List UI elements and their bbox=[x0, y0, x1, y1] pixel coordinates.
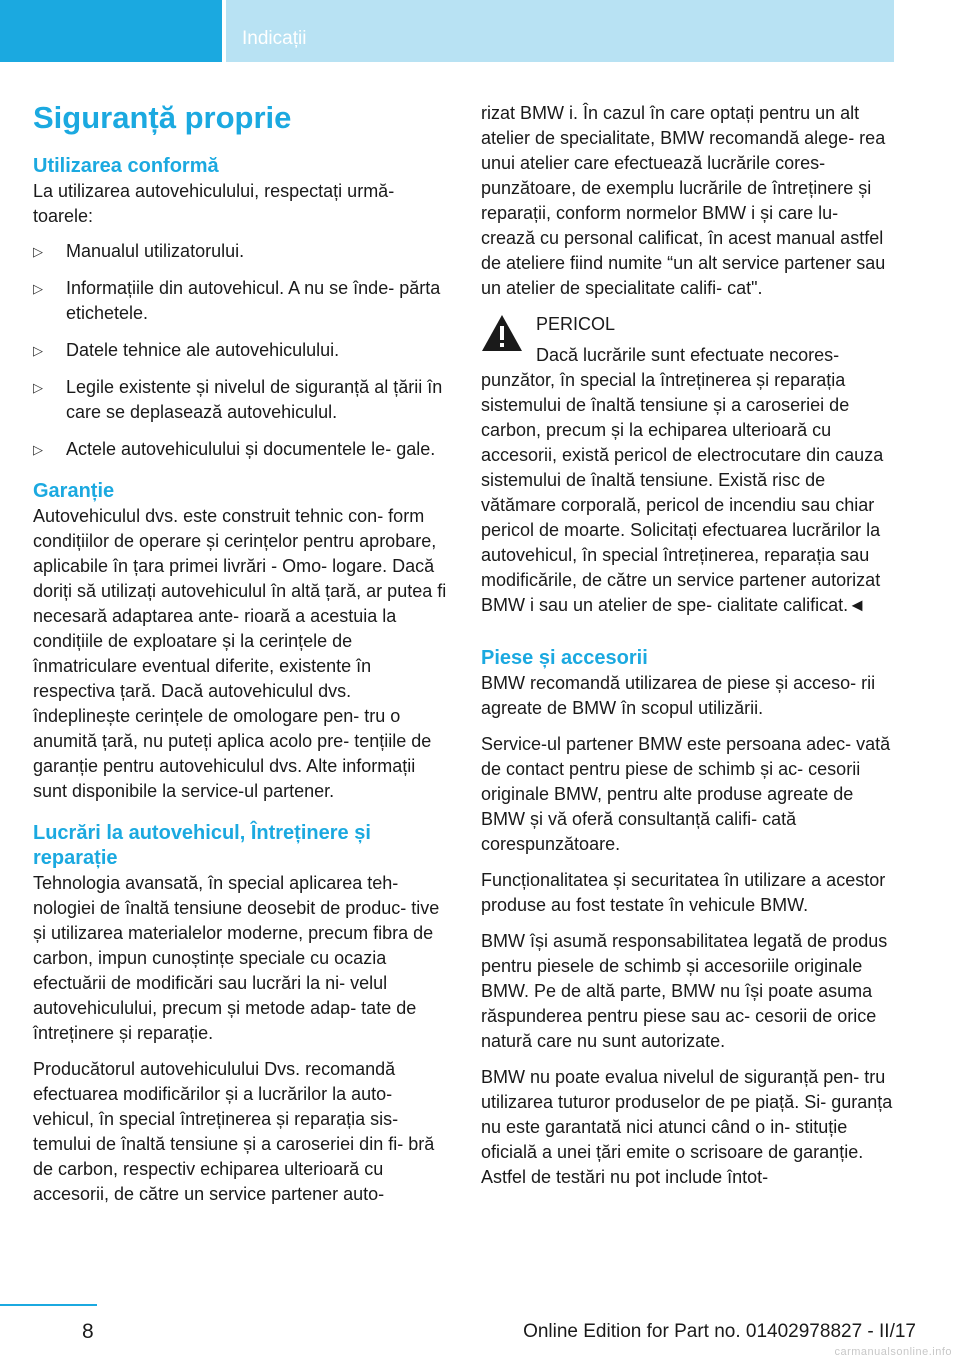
header-title: Indicații bbox=[242, 28, 307, 49]
list-item: ▷ Manualul utilizatorului. bbox=[33, 239, 447, 264]
section-garantie bbox=[33, 479, 447, 804]
section-title: Piese și accesorii bbox=[481, 647, 648, 669]
section-utilizare bbox=[33, 154, 447, 462]
triangle-bullet-icon: ▷ bbox=[33, 281, 43, 296]
edition-note: Online Edition for Part no. 01402978827 - II/17 bbox=[523, 1321, 916, 1342]
list-item: ▷ Actele autovehiculului și documentele le- gale. bbox=[33, 437, 447, 462]
paragraph: BMW recomandă utilizarea de piese și acceso- rii agreate de BMW în scopul utilizării. bbox=[481, 673, 876, 718]
warning-text: Dacă lucrările sunt efectuate necores- punzător, în special la întreținerea și reparația sistemului de înaltă tensiune și a caroseriei de carbon, precum și la echiparea ulterioară cu accesorii, există pericol de electrocutare din cauza sistemului de înaltă tensiune. Există risc de vătămare corporală, pericol de incendiu sau chiar pericol de moarte. Solicitați efectuarea lucrărilor la autovehicul, în special întreținerea, reparația sau modificările, de către un service partener autorizat BMW i sau un atelier de spe- cialitate calificat.◄ bbox=[481, 345, 884, 615]
list-item: ▷ Informațiile din autovehicul. A nu se înde- părta etichetele. bbox=[33, 278, 441, 323]
section-lucrari bbox=[33, 821, 447, 1207]
warning-title: PERICOL bbox=[536, 314, 616, 334]
paragraph: Funcționalitatea și securitatea în utilizare a acestor produse au fost testate în vehicule BMW. bbox=[481, 870, 886, 915]
paragraph: BMW nu poate evalua nivelul de siguranță pen- tru utilizarea tuturor produselor de pe piață. Si- guranța nu este garantată nici atunci când o in- stituție oficială a unei țări emite o scrisoare de garanție. Astfel de testări nu pot include întot- bbox=[481, 1067, 893, 1187]
section-title: Utilizarea conformă bbox=[33, 155, 219, 177]
page-title: Siguranță proprie bbox=[33, 100, 292, 135]
header-band bbox=[226, 0, 894, 62]
paragraph: BMW își asumă responsabilitatea legată de produs pentru piesele de schimb și accesoriile originale BMW. Pe de altă parte, BMW nu își poate asuma răspunderea pentru piese sau ac- cesorii de orice natură care nu sunt autorizate. bbox=[481, 931, 888, 1051]
paragraph: Service-ul partener BMW este persoana adec- vată de contact pentru piese de schimb și ac- cesorii originale BMW, pentru alte produse agreate de BMW și vă oferă consultanță califi- cată corespunzătoare. bbox=[481, 734, 891, 854]
list-item: ▷ Datele tehnice ale autovehiculului. bbox=[33, 338, 447, 363]
paragraph: rizat BMW i. În cazul în care optați pentru un alt atelier de specialitate, BMW recomandă alege- rea unui atelier care efectuează lucrările cores- punzătoare, de exemplu lucrările de întreținere și reparații, conform normelor BMW i și care lu- crează cu personal calificat, în acest manual astfel de ateliere fiind numite “un alt service partener sau un atelier de specialitate califi- cat". bbox=[481, 103, 886, 298]
footer-rule bbox=[0, 1304, 97, 1306]
paragraph: Producătorul autovehiculului Dvs. recomandă efectuarea modificărilor și a lucrărilor la auto- vehicul, în special întreținerea și reparația sis- temului de înaltă tensiune și a caroseriei din fi- bră de carbon, respectiv echiparea ulterioară cu accesorii, de către un service partener auto- bbox=[33, 1059, 435, 1204]
paragraph: Tehnologia avansată, în special aplicarea teh- nologiei de înaltă tensiune deosebit de produc- tive și utilizarea materialelor moderne, precum fibra de carbon, impun cunoștințe speciale cu ocazia efectuării de modificări sau lucrări la ni- velul autovehiculului, precum și metode adap- tate de întreținere și reparație. bbox=[33, 873, 440, 1043]
list-item: ▷ Legile existente și nivelul de siguranță al țării în care se deplasează autovehiculul. bbox=[33, 377, 443, 422]
paragraph: Autovehiculul dvs. este construit tehnic con- form condițiilor de operare și cerințelor pentru aprobare, aplicabile în țara primei livrări - Omo- logare. Dacă doriți să utilizați autovehiculul în altă țară, ar putea fi necesară adaptarea ante- rioară a acestuia la condițiile de exploatare și la cerințele de înmatriculare eventual diferite, existente în respectiva țară. Dacă autovehiculul dvs. îndeplinește cerințele de omologare pen- tru o anumită țară, nu puteți aplica acolo pre- tențiile de garanție pentru autovehiculul dvs. Alte informații sunt disponibile la service-ul partener. bbox=[33, 506, 447, 801]
section-title: Garanție bbox=[33, 480, 115, 502]
page-number: 8 bbox=[82, 1320, 94, 1343]
left-column bbox=[33, 96, 447, 1218]
section-piese bbox=[481, 646, 895, 1190]
bullet-list bbox=[33, 239, 447, 462]
triangle-bullet-icon: ▷ bbox=[33, 244, 43, 259]
watermark: carmanualsonline.info bbox=[834, 1346, 952, 1358]
triangle-bullet-icon: ▷ bbox=[33, 442, 43, 457]
triangle-bullet-icon: ▷ bbox=[33, 380, 43, 395]
paragraph: La utilizarea autovehiculului, respectați urmă- toarele: bbox=[33, 181, 395, 226]
warning-triangle-icon bbox=[481, 314, 523, 352]
section-title: Lucrări la autovehicul, Întreținere și reparație bbox=[33, 822, 371, 869]
page-header bbox=[0, 0, 960, 62]
warning-box bbox=[481, 312, 895, 618]
triangle-bullet-icon: ▷ bbox=[33, 343, 43, 358]
right-column bbox=[481, 101, 895, 1201]
header-accent-block bbox=[0, 0, 222, 62]
